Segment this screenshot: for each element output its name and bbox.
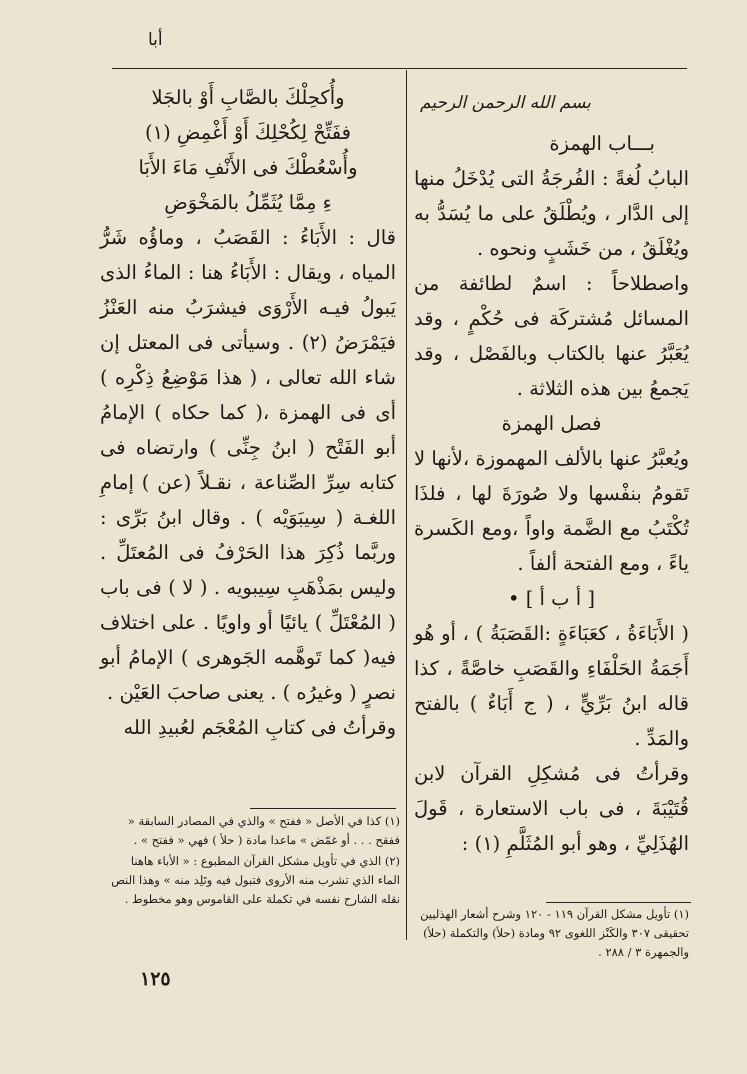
paragraph: البابُ لُغةً : الفُرجَةُ التى يُدْخَلُ منها إلى الدَّار ، ويُطْلَقُ على ما يُسَدُّ به ويُغْلَقُ ، من خَشَبٍ ونحوه . — [414, 167, 689, 260]
right-footnotes — [414, 905, 689, 964]
footnote: (١) كذا في الأصل « ففتح » والذي في المصادر السابقة « ففقح . . . أو غمّض » ماعدا مادة ( حلأ ) فهي « ففتح » . — [127, 814, 400, 847]
page-number: ١٢٥ — [140, 968, 171, 990]
verse-line: ففَتِّحْ لِكُحْلِكَ أَوْ أَغْمِضِ (١) — [145, 121, 351, 144]
entry-bullet-mark: • — [508, 587, 520, 610]
right-column — [414, 80, 689, 861]
footnote: (١) تأويل مشكل القرآن ١١٩ - ١٢٠ وشرح أشعار الهذليين تحقيقى ٣٠٧ والكَنْز اللغوى ٩٢ ومادة (حلأ) والتكملة (حلأ) والجمهرة ٣ / ٢٨٨ . — [420, 907, 689, 959]
chapter-heading: بـــاب الهمزة — [549, 132, 655, 155]
running-header: أبا — [148, 30, 163, 50]
verse-line: وأُكحِلْكَ بالصَّابِ أَوْ بالجَلا — [151, 86, 345, 109]
paragraph: واصطلاحاً : اسمٌ لطائفة من المسائل مُشتركَة فى حُكْمٍ ، وقد يُعَبَّرُ عنها بالكتاب وبالفَصْل ، وقد يَجمعُ بين هذه الثلاثة . — [414, 272, 689, 400]
header-rule — [112, 68, 687, 69]
paragraph: وقرأتُ فى كتابِ المُعْجَم لعُبيدِ الله — [123, 716, 396, 739]
paragraph: وقرأتُ فى مُشكِلِ القرآن لابن قُتَيْبَةَ ، فى باب الاستعارة ، قَولَ الهُذَلِيِّ ، وهو أبو المُثَلَّمِ (١) : — [414, 762, 689, 855]
left-footnotes — [110, 812, 400, 911]
column-divider — [406, 70, 407, 940]
basmala: بسم الله الرحمن الرحيم — [420, 93, 591, 113]
footnote: (٢) الذي في تأويل مشكل القرآن المطبوع : « الأباء هاهنا الماء الذي تشرب منه الأروى فتبول فيه وتَلِد منه » وهذا النص نقله الشارح نفسه في تكملة على القاموس وهو مخطوط . — [111, 854, 400, 906]
verse-line: ءِ مِمَّا يُثَمِّلُ بالمَخْوَضِ — [164, 191, 332, 214]
paragraph: ( الأَبَاءَةُ ، كعَبَاءَةٍ :القَصَبَةُ ) ، أو هُو أَجَمَةُ الحَلْفَاءِ والقَصَبِ خاصَّةً ، كذا قاله ابنُ بَرِّيٍّ ، ( ج أَبَاءٌ ) بالفتح والمَدِّ . — [414, 622, 689, 750]
footnote-rule — [546, 902, 691, 903]
verse-line: وأُسْعُطْكَ فى الأَنْفِ مَاءَ الأَبَا — [138, 156, 358, 179]
entry-heading — [414, 581, 689, 616]
paragraph: قال : الأَبَاءُ : القَصَبُ ، وماؤُه شَرُّ المياه ، ويقال : الأَبَاءُ هنا : الماءُ الذى يَبولُ فيـه الأَرْوَى فيشرَبُ منه العَنْزُ فيَمْرَضُ (٢) . وسيأتى فى المعتل إن شاء الله تعالى ، ( هذا مَوْضِعُ ذِكْرِه ) أى فى الهمزة ،( كما حكاه ) الإمامُ أبو الفَتْح ( ابنُ جِنِّى ) وارتضاه فى كتابه سِرِّ الصِّناعة ، نقـلاً (عن ) إمامِ اللغـة ( سِيبَوَيْه ) . وقال ابنُ بَرِّى : وربَّما ذُكِرَ هذا الحَرْفُ فى المُعتَلِّ . وليس بمَذْهَبِ سِيبويه . ( لا ) فى باب ( المُعْتَلِّ ) يائيًا أو واويًا . على اختلاف فيه( كما تَوهَّمه الجَوهرى ) الإمامُ أبو نصرٍ ( وغيرُه ) . يعنى صاحبَ العَيْن . — [100, 226, 396, 704]
section-heading: فصل الهمزة — [501, 412, 602, 435]
footnote-rule — [250, 808, 396, 809]
left-column — [100, 80, 396, 745]
paragraph: ويُعبَّرُ عنها بالألف المهموزة ،لأنها لا تَقومُ بنفْسها ولا صُورَةَ لها ، فلذَا تُكْتَبُ مع الضَّمة واواً ،ومع الكَسرة ياءً ، ومع الفتحة ألفاً . — [414, 447, 689, 575]
entry-heading-text: [ أ ب أ ] — [525, 587, 595, 610]
